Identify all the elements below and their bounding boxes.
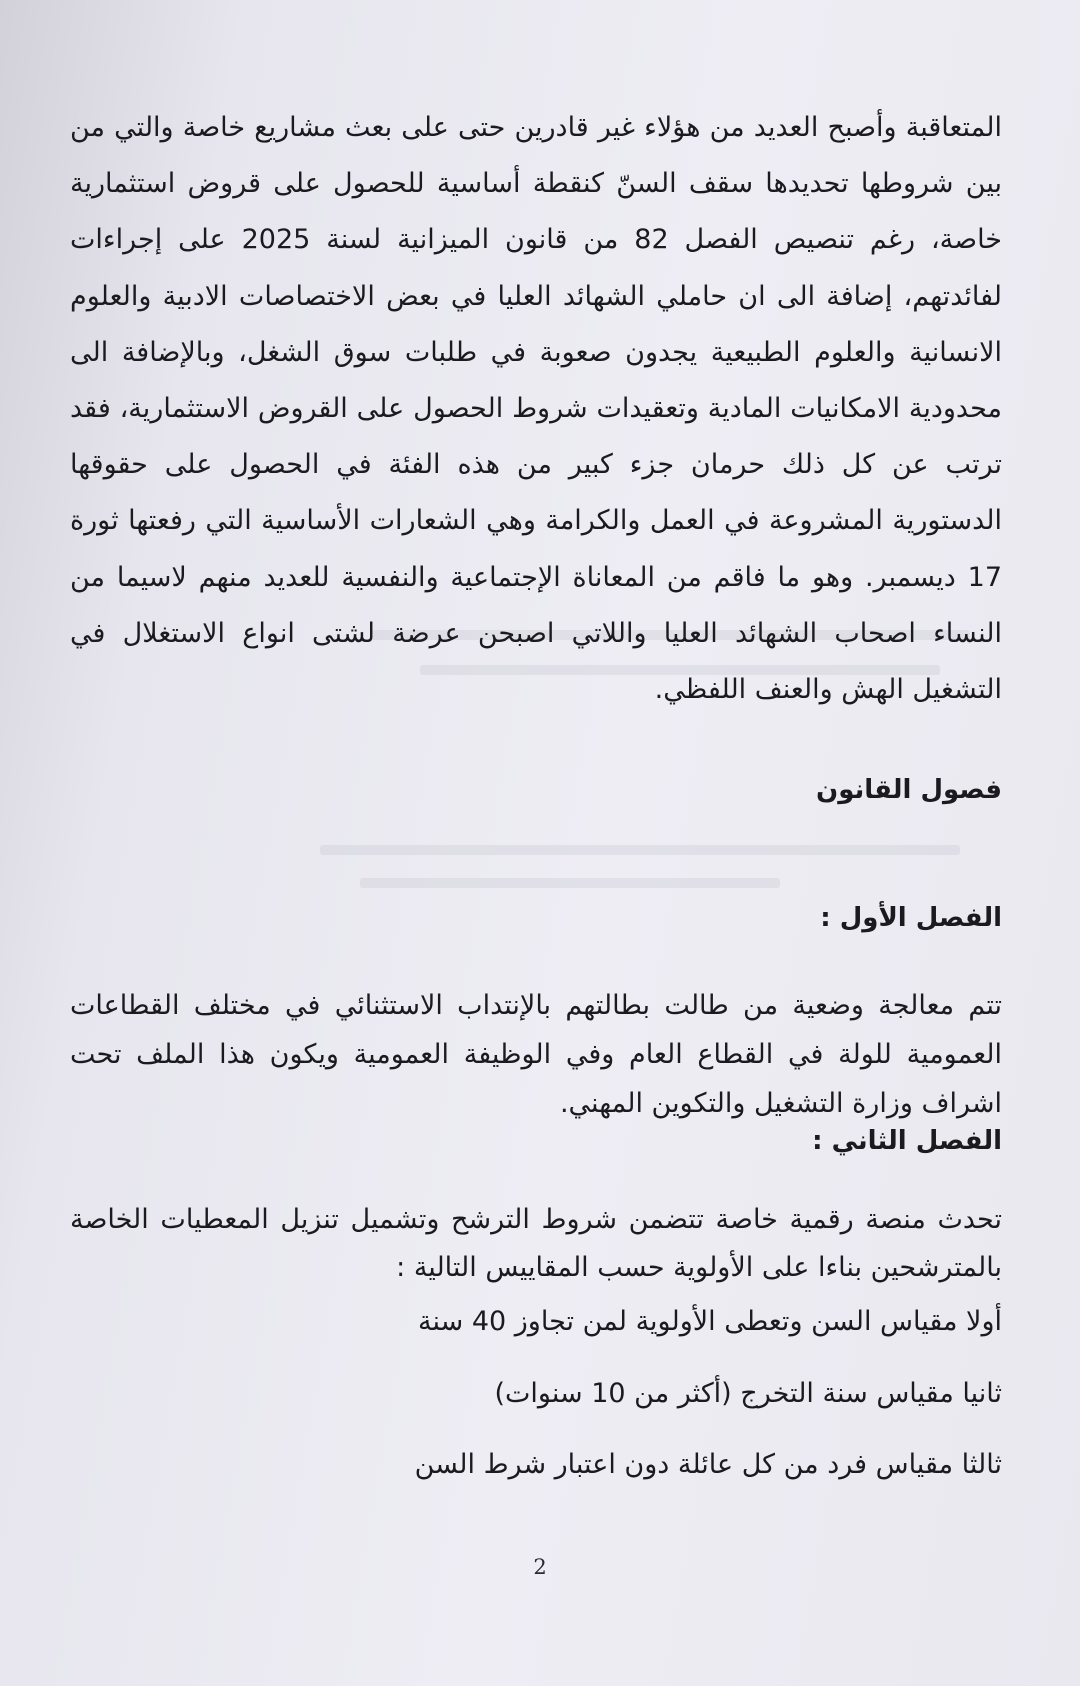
intro-paragraph: المتعاقبة وأصبح العديد من هؤلاء غير قادرين حتى على بعث مشاريع خاصة والتي من بين شروطها تحديدها سقف السنّ كنقطة أساسية للحصول على قروض استثمارية خاصة، رغم تنصيص الفصل 82 من قانون الميزانية لسنة 2025 على إجراءات لفائدتهم، إضافة الى ان حاملي الشهائد العليا في بعض الاختصاصات الادبية والعلوم الانسانية والعلوم الطبيعية يجدون صعوبة في طلبات سوق الشغل، وبالإضافة الى محدودية الامكانيات المادية وتعقيدات شروط الحصول على القروض الاستثمارية، فقد ترتب عن كل ذلك حرمان جزء كبير من هذه الفئة في الحصول على حقوقها الدستورية المشروعة في العمل والكرامة وهي الشعارات الأساسية التي رفعتها ثورة 17 ديسمبر. وهو ما فاقم من المعاناة الإجتماعية والنفسية للعديد منهم لاسيما من النساء اصحاب الشهائد العليا واللاتي اصبحن عرضة لشتى انواع الاستغلال في التشغيل الهش والعنف اللفظي. [70, 112, 1002, 706]
chapter-2-title: الفصل الثاني : [812, 1126, 1002, 1156]
criterion-family-member: ثالثا مقياس فرد من كل عائلة دون اعتبار شرط السن [414, 1449, 1002, 1480]
chapter-1-title: الفصل الأول : [820, 903, 1002, 933]
page-number: 2 [533, 1555, 547, 1579]
criterion-graduation-year: ثانيا مقياس سنة التخرج (أكثر من 10 سنوات) [494, 1378, 1002, 1409]
chapter-2-text: تحدث منصة رقمية خاصة تتضمن شروط الترشح وتشميل تنزيل المعطيات الخاصة بالمترشحين بناءا على الأولوية حسب المقاييس التالية : [70, 1204, 1002, 1283]
chapter-1-text: تتم معالجة وضعية من طالت بطالتهم بالإنتداب الاستثنائي في مختلف القطاعات العمومية للولة في القطاع العام وفي الوظيفة العمومية ويكون هذا الملف تحت اشراف وزارة التشغيل والتكوين المهني. [70, 990, 1002, 1119]
criterion-age: أولا مقياس السن وتعطى الأولوية لمن تجاوز 40 سنة [417, 1306, 1002, 1337]
document-body [70, 0, 1002, 1686]
law-chapters-heading: فصول القانون [816, 775, 1002, 805]
